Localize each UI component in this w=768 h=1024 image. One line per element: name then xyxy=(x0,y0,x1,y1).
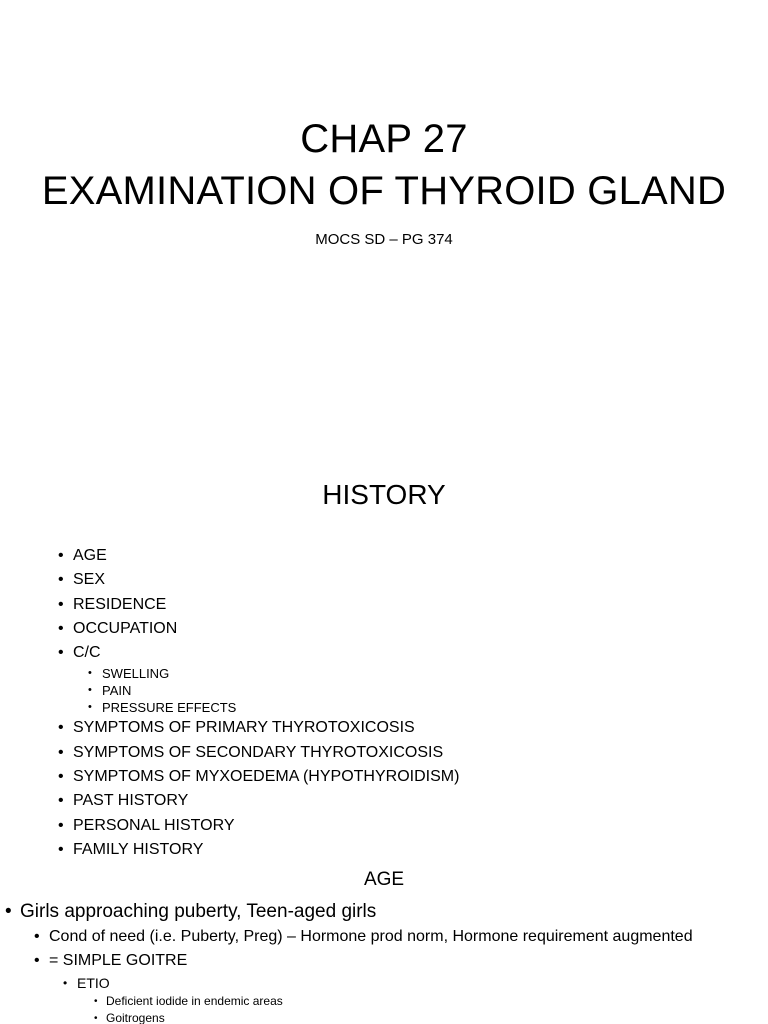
list-item xyxy=(58,617,459,641)
list-item: • Girls approaching puberty, Teen-aged girls xyxy=(0,899,768,925)
sub-list-container xyxy=(58,665,459,716)
list-item xyxy=(58,641,459,665)
chapter-title: CHAP 27 xyxy=(300,117,468,161)
list-item xyxy=(58,789,459,813)
bullet-label: RESIDENCE xyxy=(73,595,167,613)
list-item xyxy=(58,716,459,740)
bullet-label: FAMILY HISTORY xyxy=(73,840,204,858)
bullet-label: SYMPTOMS OF MYXOEDEMA (HYPOTHYROIDISM) xyxy=(73,768,460,786)
age-slide xyxy=(0,860,768,1024)
list-item: • Deficient iodide in endemic areas xyxy=(0,993,768,1010)
list-item xyxy=(58,814,459,838)
cc-sub-list xyxy=(58,665,459,716)
history-slide xyxy=(0,430,768,860)
title-slide xyxy=(0,0,768,430)
bullet-label: SYMPTOMS OF SECONDARY THYROTOXICOSIS xyxy=(73,743,444,761)
sub-list-item: • PRESSURE EFFECTS xyxy=(58,699,459,716)
bullet-label: AGE xyxy=(73,547,107,564)
age-heading: AGE xyxy=(363,869,405,890)
list-item: • Cond of need (i.e. Puberty, Preg) – Hormone prod norm, Hormone requirement augmented xyxy=(0,925,768,949)
history-heading: HISTORY xyxy=(322,479,446,510)
list-item: • ETIO xyxy=(0,973,768,993)
bullet-label: PAST HISTORY xyxy=(73,792,189,810)
bullet-label: SEX xyxy=(73,571,106,589)
sub-list-item: • PAIN xyxy=(58,682,459,699)
list-item: • = SIMPLE GOITRE xyxy=(0,949,768,973)
bullet-label: OCCUPATION xyxy=(73,619,178,637)
list-item xyxy=(58,741,459,765)
history-bullet-list xyxy=(58,544,459,862)
list-item xyxy=(58,593,459,617)
source-reference: MOCS SD – PG 374 xyxy=(315,231,453,248)
sub-list-item: • SWELLING xyxy=(58,665,459,682)
chapter-subject-title: EXAMINATION OF THYROID GLAND xyxy=(41,169,727,213)
list-item xyxy=(58,765,459,789)
list-item xyxy=(58,544,459,568)
bullet-label: C/C xyxy=(73,644,101,662)
bullet-label: PERSONAL HISTORY xyxy=(73,816,235,834)
age-bullet-list xyxy=(0,899,768,1024)
list-item xyxy=(58,568,459,592)
list-item: • Goitrogens xyxy=(0,1010,768,1024)
bullet-label: SYMPTOMS OF PRIMARY THYROTOXICOSIS xyxy=(73,719,415,737)
list-item xyxy=(58,838,459,862)
